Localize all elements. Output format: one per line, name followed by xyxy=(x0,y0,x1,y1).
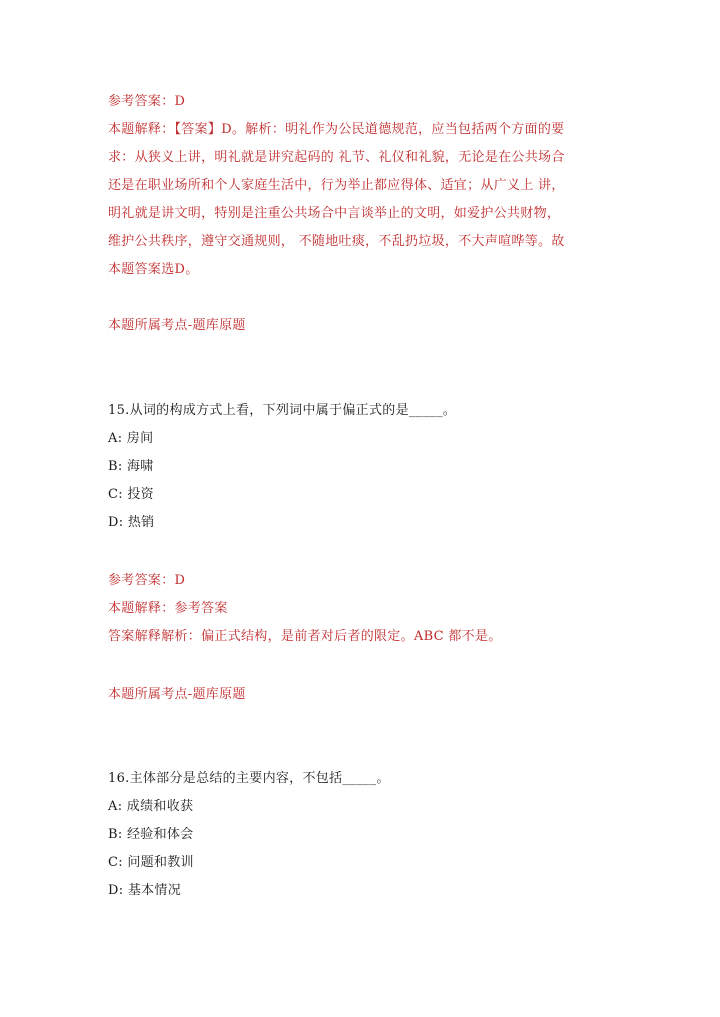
explanation-line: 还是在职业场所和个人家庭生活中，行为举止都应得体、适宜；从广义上 讲， xyxy=(108,178,565,193)
option-b: B: 经验和体会 xyxy=(108,827,194,842)
explanation-line: 本题解释：【答案】D。解析：明礼作为公民道德规范，应当包括两个方面的要 xyxy=(108,122,565,137)
option-a: A: 成绩和收获 xyxy=(108,799,194,814)
explanation-line: 明礼就是讲文明，特别是注重公共场合中言谈举止的文明，如爱护公共财物， xyxy=(108,206,561,221)
reference-answer: 参考答案：D xyxy=(108,94,186,109)
analysis-line: 答案解释解析：偏正式结构，是前者对后者的限定。ABC 都不是。 xyxy=(108,629,502,644)
answer-block-14 xyxy=(108,88,618,284)
reference-answer: 参考答案：D xyxy=(108,573,186,588)
option-c: C: 问题和教训 xyxy=(108,855,194,870)
explanation-line: 求：从狭义上讲，明礼就是讲究起码的 礼节、礼仪和礼貌，无论是在公共场合 xyxy=(108,150,565,165)
option-d: D: 基本情况 xyxy=(108,883,182,898)
question-block-15 xyxy=(108,397,618,537)
question-stem: 16.主体部分是总结的主要内容，不包括_____。 xyxy=(108,771,390,786)
answer-block-15 xyxy=(108,567,618,651)
question-block-16 xyxy=(108,765,618,905)
option-d: D: 热销 xyxy=(108,515,155,530)
option-a: A: 房间 xyxy=(108,431,154,446)
source-note: 本题所属考点-题库原题 xyxy=(108,318,246,333)
option-c: C: 投资 xyxy=(108,487,154,502)
option-b: B: 海啸 xyxy=(108,459,154,474)
explanation-line: 维护公共秩序，遵守交通规则， 不随地吐痰，不乱扔垃圾，不大声喧哗等。故 xyxy=(108,234,565,249)
explanation-line: 本题解释：参考答案 xyxy=(108,601,228,616)
explanation-line: 本题答案选D。 xyxy=(108,262,199,277)
question-stem: 15.从词的构成方式上看，下列词中属于偏正式的是_____。 xyxy=(108,403,457,418)
source-note: 本题所属考点-题库原题 xyxy=(108,687,246,702)
